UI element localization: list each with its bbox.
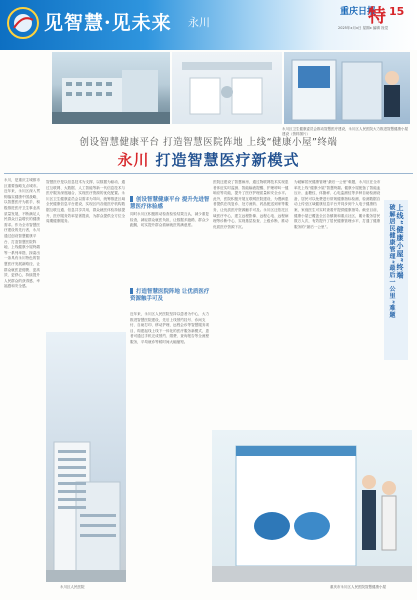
divider xyxy=(4,173,413,174)
side-banner xyxy=(384,200,408,360)
article-column-3: 同时永川区积极推动检查检验结果互认，减少重复检查，减轻群众就医负担，让数据多跑路、群众少跑腿，切实提升群众看病就医的满意度。 xyxy=(130,212,210,228)
article-column-5: 为破解居民健康管理“最后一公里”难题，永川区在全市率先上线“健康小屋”智慧终端。健康小屋配备了智能血压计、血糖仪、体脂秤、心电监测仪等多种自助检测设备，居民可以免费进行常规健康指标检测，检测数据自动上传至区域健康信息平台并同步到个人电子健康档案，家庭医生可实时查看并提供健康指导。截至目前，健康小屋已覆盖全区各镇街和重点社区，累计服务居民数万人次，有效提升了居民健康管理水平，打通了健康服务的“最后一公里”。 xyxy=(294,180,381,229)
emblem-icon xyxy=(6,6,40,40)
article-column-2: 智慧医疗是以信息技术为支撑，以数据为驱动，通过互联网、大数据、人工智能等新一代信息技术与医疗服务深度融合，实现医疗资源的优化配置。永川区卫生健康委员会以需求为导向，统筹推进区域全民健康信息平台建设，实现区内各级医疗机构数据互联互通、信息共享共用，群众就医体验持续提升，医疗服务效率显著提高，为群众提供全方位全周期健康服务。 xyxy=(46,180,126,224)
top-photo-caption: 永川区卫生健康委员会推动智慧医疗建设，永川区人民医院大力推进智慧健康小屋建设（资料图片） xyxy=(282,127,408,136)
headline-place: 永川 xyxy=(117,151,150,169)
bottom-caption-1: 永川区人民医院 xyxy=(60,585,85,589)
health-cabin-photo xyxy=(212,430,412,582)
issue-info: 2025年x月x日 星期x 编辑 视觉 xyxy=(338,26,388,30)
side-banner-line1: 上线“健康小屋”终端 xyxy=(396,204,404,280)
side-banner-line2: 破解居民健康管理“最后一公里”难题 xyxy=(388,204,395,319)
bottom-caption-2: 重庆市永川区人民医院智慧健康小屋 xyxy=(330,585,386,589)
subhead-platform xyxy=(130,196,210,211)
intro-column: 永川，是重庆主城都市区重要战略支点城市。近年来，永川区深入贯彻落实健康中国战略，以智慧医疗为抓手，积极推进医疗卫生事业高质量发展，不断满足人民群众日益增长的健康需求。作为全市智慧医疗建设的先行者，永川通过创设智慧健康平台、打造智慧医院阵地、上线健康小屋终端等一系列举措，探索出一条具有永川特色的智慧医疗发展新路径，让群众就医更便捷、更高效、更舒心，持续提升人民群众的获得感、幸福感和安全感。 xyxy=(4,178,40,289)
page-number: 15 xyxy=(389,5,405,18)
page-header xyxy=(0,0,417,50)
column-region: 永川 xyxy=(188,16,210,29)
health-kiosk-photo xyxy=(284,52,410,124)
hospital-photo xyxy=(52,52,170,124)
headline-text: 打造智慧医疗新模式 xyxy=(155,151,300,169)
newspaper-brand: 重庆日报 xyxy=(340,7,377,17)
subhead-platform-text: 创设智慧健康平台 提升先进智慧医疗体验感 xyxy=(130,197,210,210)
subhead-hospital xyxy=(130,288,210,303)
subhead-hospital-text: 打造智慧医院阵地 让优质医疗资源触手可及 xyxy=(130,289,210,302)
ward-photo xyxy=(172,52,282,124)
article-column-4: 医院还建设了智慧病房，通过物联网技术实现患者体征实时监测、智能输液提醒、护理呼叫一键响应等功能，提升了医疗护理质量和安全水平。此外，医院积极开展互联网医院建设，为慢病患者提供在线复诊、处方流转、药品配送到家等服务，让优质医疗资源触手可及。永川区还依托区域医疗中心，建立远程影像、远程心电、远程病理等诊断中心，实现基层检查、上级诊断，推动优质医疗资源下沉。 xyxy=(213,180,289,229)
main-headline xyxy=(0,149,417,170)
headline-kicker: 创设智慧健康平台 打造智慧医院阵地 上线“健康小屋”终端 xyxy=(79,137,338,148)
article-column-3b: 近年来，永川区人民医院坚持以患者为中心，大力推进智慧医院建设，先后上线预约挂号、诊间支付、自助打印、移动护理、远程会诊等智慧服务项目，构建起线上线下一体化的医疗服务新模式，患者可通过手机完成预约、缴费、查询报告等全流程服务，平均就诊等候时间大幅缩短。 xyxy=(130,312,210,344)
hospital-building-photo xyxy=(46,332,126,582)
special-tag: 特 xyxy=(368,6,386,27)
column-title: 见智慧·见未来 xyxy=(44,12,172,34)
